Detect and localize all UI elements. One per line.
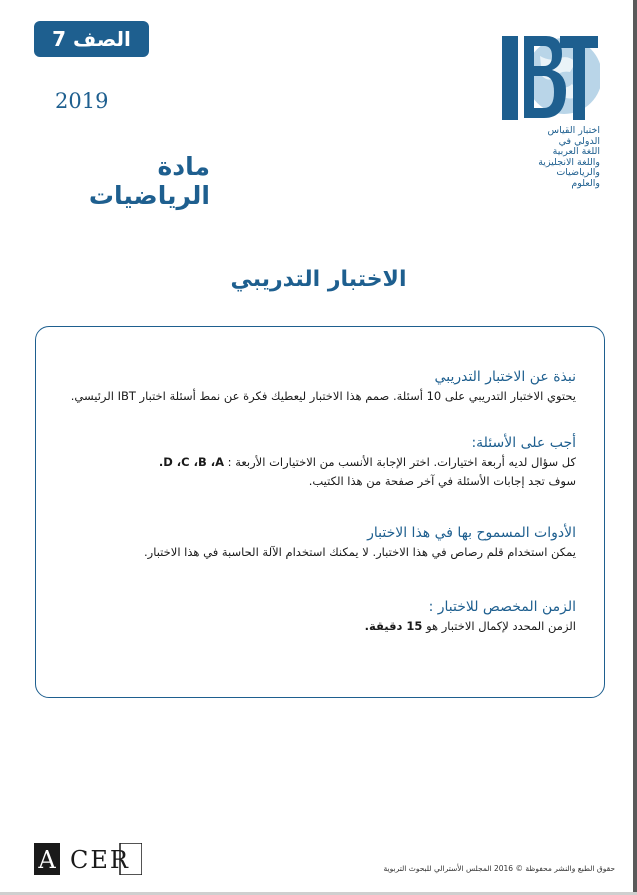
answer-heading: أجب على الأسئلة: [471,435,576,451]
tools-text: يمكن استخدام قلم رصاص في هذا الاختبار. لا يمكنك استخدام الآلة الحاسبة في هذا الاختبار. [144,545,576,559]
ibt-globe-icon [500,34,600,122]
time-text [56,617,576,636]
ibt-logo-line: اللغة العربية [552,146,600,157]
about-heading: نبذة عن الاختبار التدريبي [434,369,576,385]
ibt-logo [500,34,602,204]
page-edge-shadow [633,0,637,895]
answer-section [56,433,576,491]
acer-logo [34,843,142,875]
ibt-logo-line: والرياضيات [556,167,600,178]
time-instruction: الزمن المحدد لإكمال الاختبار هو [422,619,576,633]
page-title: الاختبار التدريبي [230,267,407,292]
ibt-logo-text [500,126,600,189]
answer-options: D ،C ،B ،A. [158,455,225,469]
ibt-logo-line: والعلوم [571,177,600,189]
acer-logo-rest: CER [70,846,130,874]
tools-section [56,523,576,562]
grade-label: الصف 7 [52,27,131,51]
subject-title: مادة الرياضيات [88,152,210,210]
copyright-notice: حقوق الطبع والنشر محفوظة © 2016 المجلس الأسترالي للبحوث التربوية [383,864,615,873]
tools-heading: الأدوات المسموح بها في هذا الاختبار [367,525,576,541]
grade-badge [34,21,149,57]
ibt-logo-line: واللغة الانجليزية [538,156,600,168]
answer-instruction: كل سؤال لديه أربعة اختيارات. اختر الإجابة الأنسب من الاختيارات الأربعة : [224,455,576,469]
about-section [56,367,576,406]
answer-text [56,453,576,472]
info-box [35,326,605,698]
ibt-logo-line: الدولي في [558,135,600,147]
about-text: يحتوي الاختبار التدريبي على 10 أسئلة. صمم هذا الاختبار ليعطيك فكرة عن نمط أسئلة اختبار IBT الرئيسي. [70,389,576,403]
time-section [56,597,576,636]
time-heading: الزمن المخصص للاختبار : [428,599,576,615]
year-label: 2019 [55,89,109,113]
answer-note: سوف تجد إجابات الأسئلة في آخر صفحة من هذا الكتيب. [308,474,576,488]
time-duration: 15 دقيقة. [364,619,423,633]
acer-logo-first-letter: A [38,846,56,874]
ibt-logo-line: اختبار القياس [547,125,600,136]
